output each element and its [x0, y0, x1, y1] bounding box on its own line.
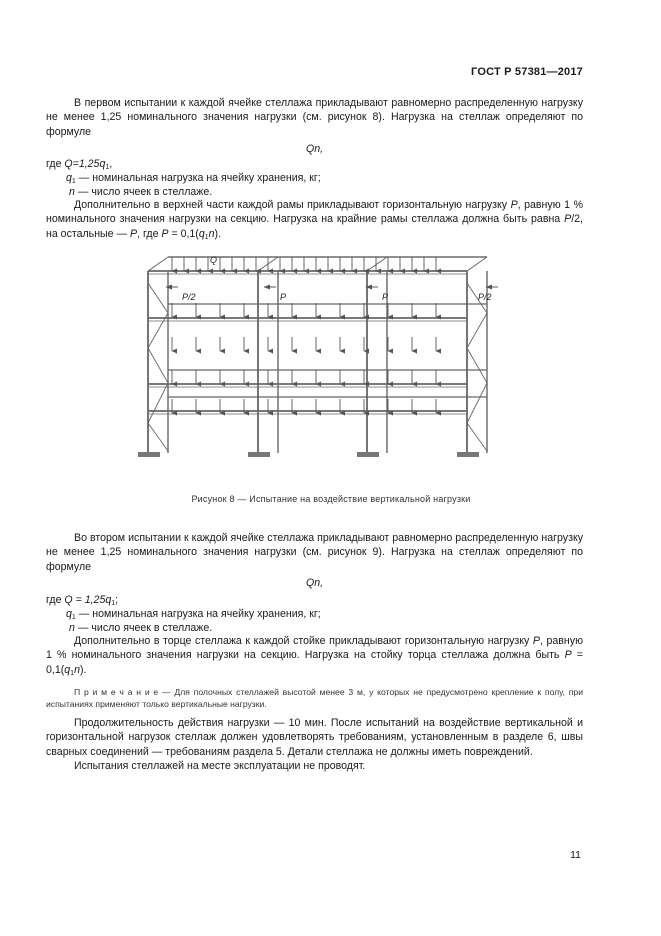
q1-definition-2: $q_1$ — номинальная нагрузка на ячейку хранения, кг;	[66, 608, 321, 621]
q1-definition-1: $q_1$ — номинальная нагрузка на ячейку хранения, кг;	[66, 172, 321, 185]
side-brace	[467, 313, 487, 348]
top-link	[467, 257, 487, 271]
n-definition-1: n — число ячеек в стеллаже.	[69, 186, 213, 198]
load-arrows	[166, 257, 498, 413]
paragraph-4: Дополнительно в торце стеллажа к каждой стойке прикладывают горизонтальную нагрузку P, равную 1 % номинального значения нагрузки на секцию. Нагрузка на стойку торца стеллажа должна быть $P = 0,1(q_1n)$.	[46, 635, 584, 677]
label-P-2: P	[382, 292, 389, 302]
side-brace	[467, 348, 487, 383]
paragraph-3: Во втором испытании к каждой ячейке стеллажа прикладывают равномерно распределенную нагрузку не менее 1,25 номинального значения нагрузки (см. рисунок 9). Нагрузка на стеллаж определяют по формуле	[46, 532, 583, 573]
n-definition-2: n — число ячеек в стеллаже.	[69, 622, 213, 634]
side-brace	[148, 348, 168, 383]
top-link	[148, 257, 168, 271]
side-brace	[148, 423, 168, 451]
label-P-half-right: P/2	[478, 292, 492, 302]
label-Q: Q	[210, 255, 218, 265]
page-number: 11	[570, 849, 581, 861]
side-brace	[148, 283, 168, 313]
side-brace	[467, 423, 487, 451]
paragraph-6: Испытания стеллажей на месте эксплуатации не проводят.	[74, 760, 366, 772]
paragraph-1: В первом испытании к каждой ячейке стеллажа прикладывают равномерно распределенную нагрузку не менее 1,25 номинального значения нагрузки (см. рисунок 8). Нагрузка на стеллаж определяют по формуле	[46, 97, 583, 138]
side-brace	[467, 383, 487, 423]
floor-plates	[138, 452, 479, 457]
rack-frame	[148, 257, 487, 453]
formula-2: Qn,	[305, 577, 324, 589]
where-line-2: где $Q = 1,25q_1$;	[46, 594, 119, 607]
paragraph-5: Продолжительность действия нагрузки — 10 мин. После испытаний на воздействие вертикальной и горизонтальной нагрузок стеллаж должен удовлетворять требованиям, установленным в разделе 6, швы сварных соединений — требованиям раздела 5. Детали стеллажа не должны иметь повреждений.	[46, 717, 583, 758]
label-P-1: P	[280, 292, 287, 302]
paragraph-2: Дополнительно в верхней части каждой рамы прикладывают горизонтальную нагрузку P, равную 1 % номинального значения нагрузки на секцию. Нагрузка на крайние рамы стеллажа должна быть равна P/2, на остальные — P, где $P = 0,1(q_1n)$.	[46, 199, 583, 241]
rack-load-figure	[130, 253, 500, 485]
figure-caption: Рисунок 8 — Испытание на воздействие вертикальной нагрузки	[191, 494, 471, 504]
side-brace	[148, 383, 168, 423]
where-line-1: где $Q=1,25q_1$,	[46, 158, 113, 171]
label-P-half-left: P/2	[182, 292, 196, 302]
top-link	[367, 257, 387, 271]
document-header: ГОСТ Р 57381—2017	[471, 66, 583, 78]
formula-1: Qn,	[305, 143, 324, 155]
note: П р и м е ч а н и е — Для полочных стеллажей высотой менее 3 м, у которых не предусмотрено крепление к полу, при испытаниях применяют только вертикальные нагрузки.	[46, 687, 584, 709]
